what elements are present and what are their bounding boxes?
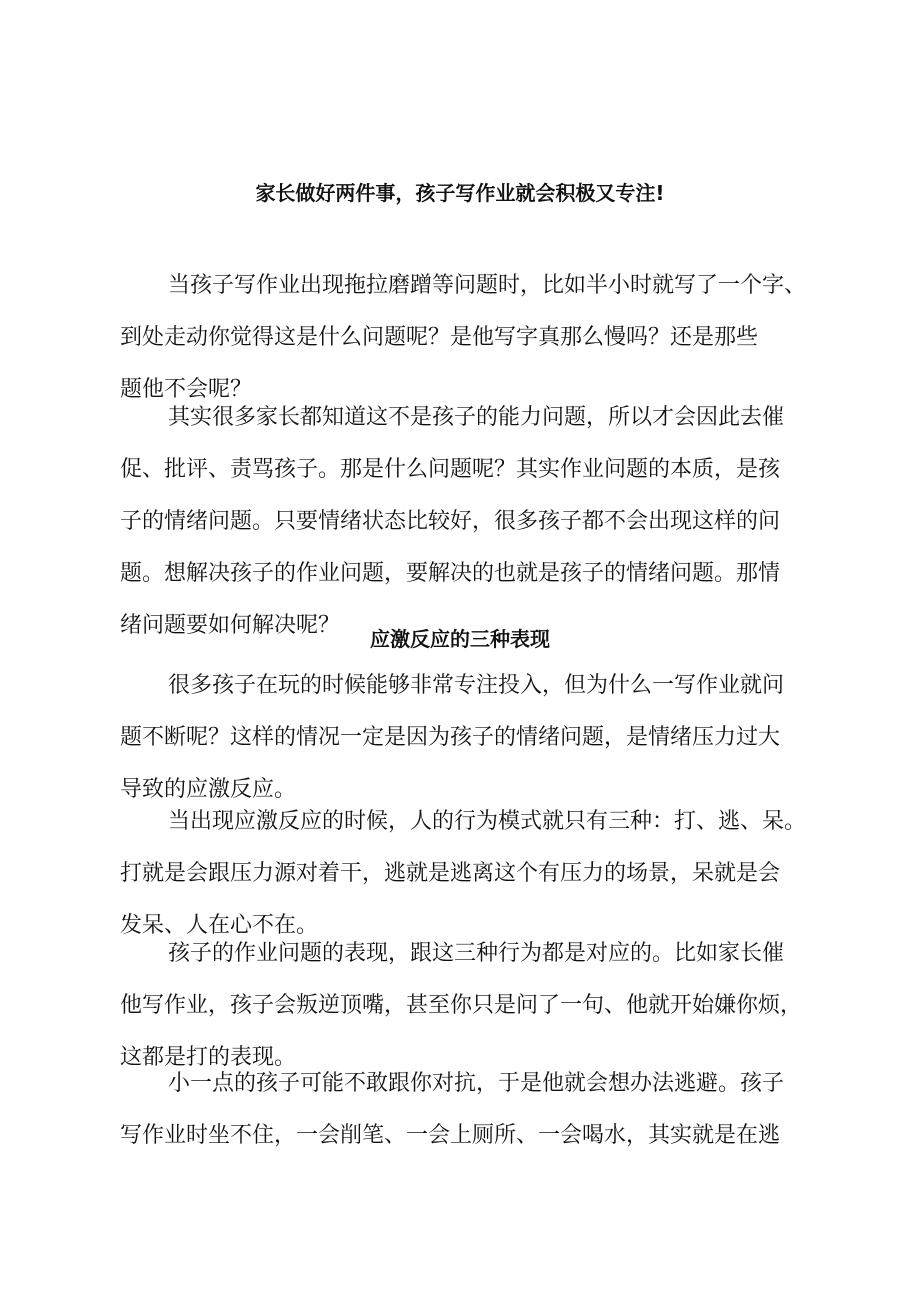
paragraph-line: 他写作业，孩子会叛逆顶嘴，甚至你只是问了一句、他就开始嫌你烦， [120,993,803,1018]
paragraph-line: 题不断呢？这样的情况一定是因为孩子的情绪问题，是情绪压力过大 [120,725,781,750]
paragraph-line: 到处走动你觉得这是什么问题呢？是他写字真那么慢吗？还是那些 [120,325,759,350]
paragraph [120,1058,810,1162]
paragraph-line: 小一点的孩子可能不敢跟你对抗，于是他就会想办法逃避。孩子 [168,1071,785,1096]
paragraph [120,660,810,816]
paragraph-line: 写作业时坐不住，一会削笔、一会上厕所、一会喝水，其实就是在逃 [120,1123,781,1148]
section-heading: 应激反应的三种表现 [370,627,550,651]
paragraph-line: 题他不会呢？ [120,377,253,402]
paragraph-line: 当出现应激反应的时候，人的行为模式就只有三种：打、逃、呆。 [168,809,807,834]
paragraph-line: 其实很多家长都知道这不是孩子的能力问题，所以才会因此去催 [168,405,785,430]
paragraph-line: 子的情绪问题。只要情绪状态比较好，很多孩子都不会出现这样的问 [120,509,781,534]
paragraph-line: 题。想解决孩子的作业问题，要解决的也就是孩子的情绪问题。那情 [120,561,781,586]
paragraph-line: 当孩子写作业出现拖拉磨蹭等问题时，比如半小时就写了一个字、 [168,273,807,298]
paragraph-line: 很多孩子在玩的时候能够非常专注投入，但为什么一写作业就问 [168,673,785,698]
document-title: 家长做好两件事，孩子写作业就会积极又专注! [255,181,665,205]
paragraph-line: 打就是会跟压力源对着干，逃就是逃离这个有压力的场景，呆就是会 [120,861,781,886]
paragraph-line: 导致的应激反应。 [120,777,297,802]
paragraph [120,392,810,652]
paragraph-line: 发呆、人在心不在。 [120,913,319,938]
paragraph-line: 促、批评、责骂孩子。那是什么问题呢？其实作业问题的本质，是孩 [120,457,781,482]
paragraph-line: 孩子的作业问题的表现，跟这三种行为都是对应的。比如家长催 [168,941,785,966]
paragraph-line: 这都是打的表现。 [120,1045,297,1070]
paragraph-line: 绪问题要如何解决呢？ [120,613,341,638]
